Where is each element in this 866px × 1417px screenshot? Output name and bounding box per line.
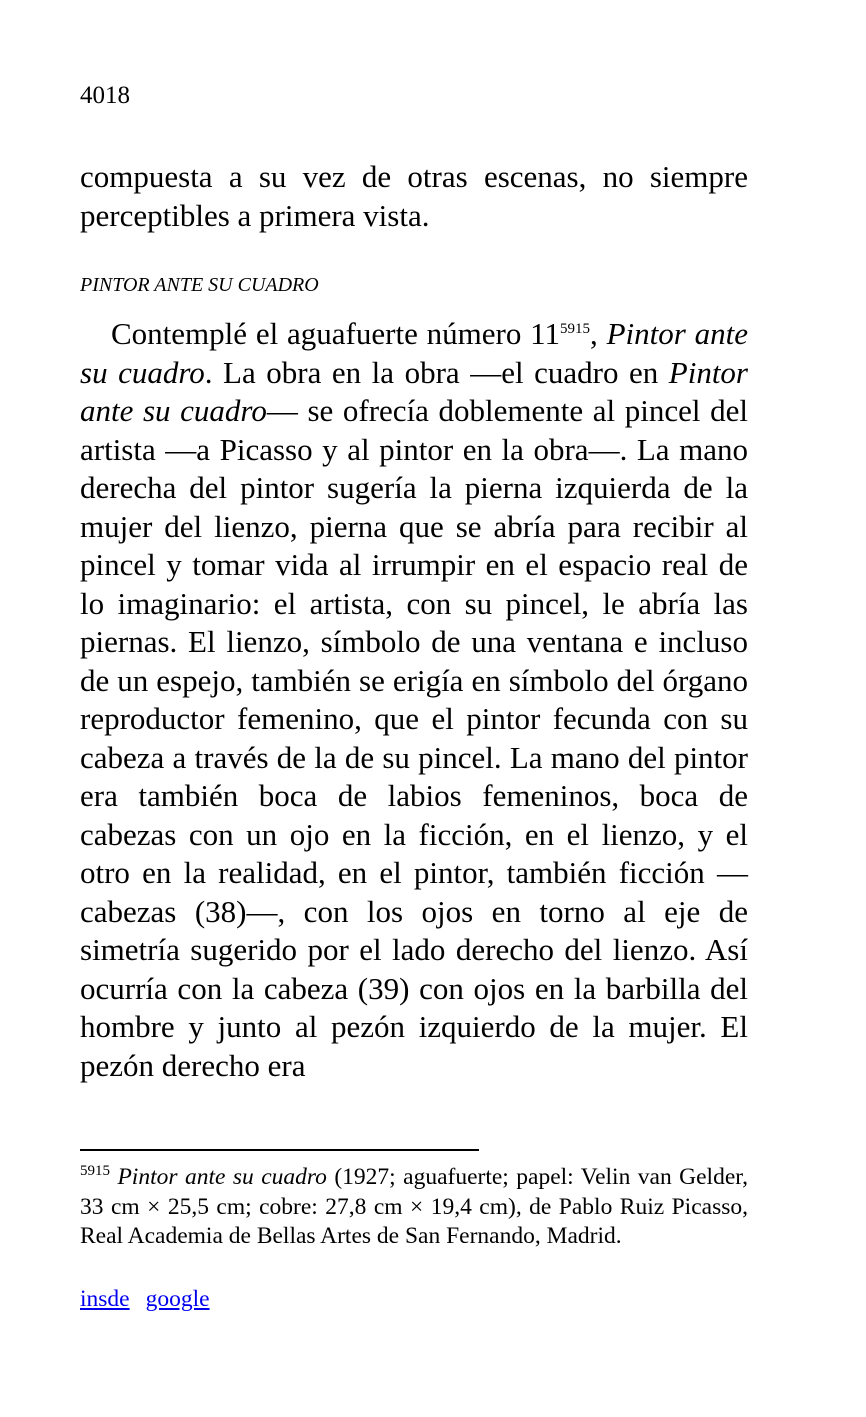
footnote-reference: 5915 bbox=[560, 321, 591, 337]
main-paragraph bbox=[80, 315, 748, 1085]
footnote-divider bbox=[80, 1149, 479, 1151]
google-link[interactable]: google bbox=[145, 1286, 210, 1312]
paragraph-text-4: — se ofrecía doblemente al pincel del artista —a Picasso y al pintor en la obra—. La mano derecha del pintor sugería la pierna izquierda de la mujer del lienzo, pierna que se abría para recibir al pincel y tomar vida al irrumpir en el espacio real de lo imaginario: el artista, con su pincel, le abría las piernas. El lienzo, símbolo de una ventana e incluso de un espejo, también se erigía en símbolo del órgano reproductor femenino, que el pintor fecunda con su cabeza a través de la de su pincel. La mano del pintor era también boca de labios femeninos, boca de cabezas con un ojo en la ficción, en el lienzo, y el otro en la realidad, en el pintor, también ficción —cabezas (38)—, con los ojos en torno al eje de simetría sugerido por el lado derecho del lienzo. Así ocurría con la cabeza (39) con ojos en la barbilla del hombre y junto al pezón izquierdo de la mujer. El pezón derecho era bbox=[80, 393, 748, 1083]
intro-paragraph: compuesta a su vez de otras escenas, no siempre perceptibles a primera vista. bbox=[80, 159, 748, 233]
page-number: 4018 bbox=[80, 82, 130, 109]
paragraph-text-1: Contemplé el aguafuerte número 11 bbox=[111, 316, 561, 351]
footnote-text: (1927; aguafuerte; papel: Velin van Gelder, 33 cm × 25,5 cm; cobre: 27,8 cm × 19,4 cm), de Pablo Ruiz Picasso, Real Academia de Bellas Artes de San Fernando, Madrid. bbox=[80, 1164, 749, 1249]
footnote bbox=[80, 1163, 748, 1252]
paragraph-text-2: , bbox=[590, 316, 607, 351]
artwork-title: Pintor ante su cuadro bbox=[80, 316, 749, 390]
footnote-number: 5915 bbox=[80, 1163, 110, 1179]
footnote-artwork-title: Pintor ante su cuadro bbox=[117, 1164, 327, 1190]
footnote-links bbox=[80, 1285, 210, 1314]
section-heading: PINTOR ANTE SU CUADRO bbox=[80, 274, 319, 296]
artwork-title: Pintor ante su cuadro bbox=[80, 354, 748, 428]
paragraph-text-3: . La obra en la obra —el cuadro en bbox=[204, 354, 669, 390]
insde-link[interactable]: insde bbox=[80, 1286, 130, 1312]
